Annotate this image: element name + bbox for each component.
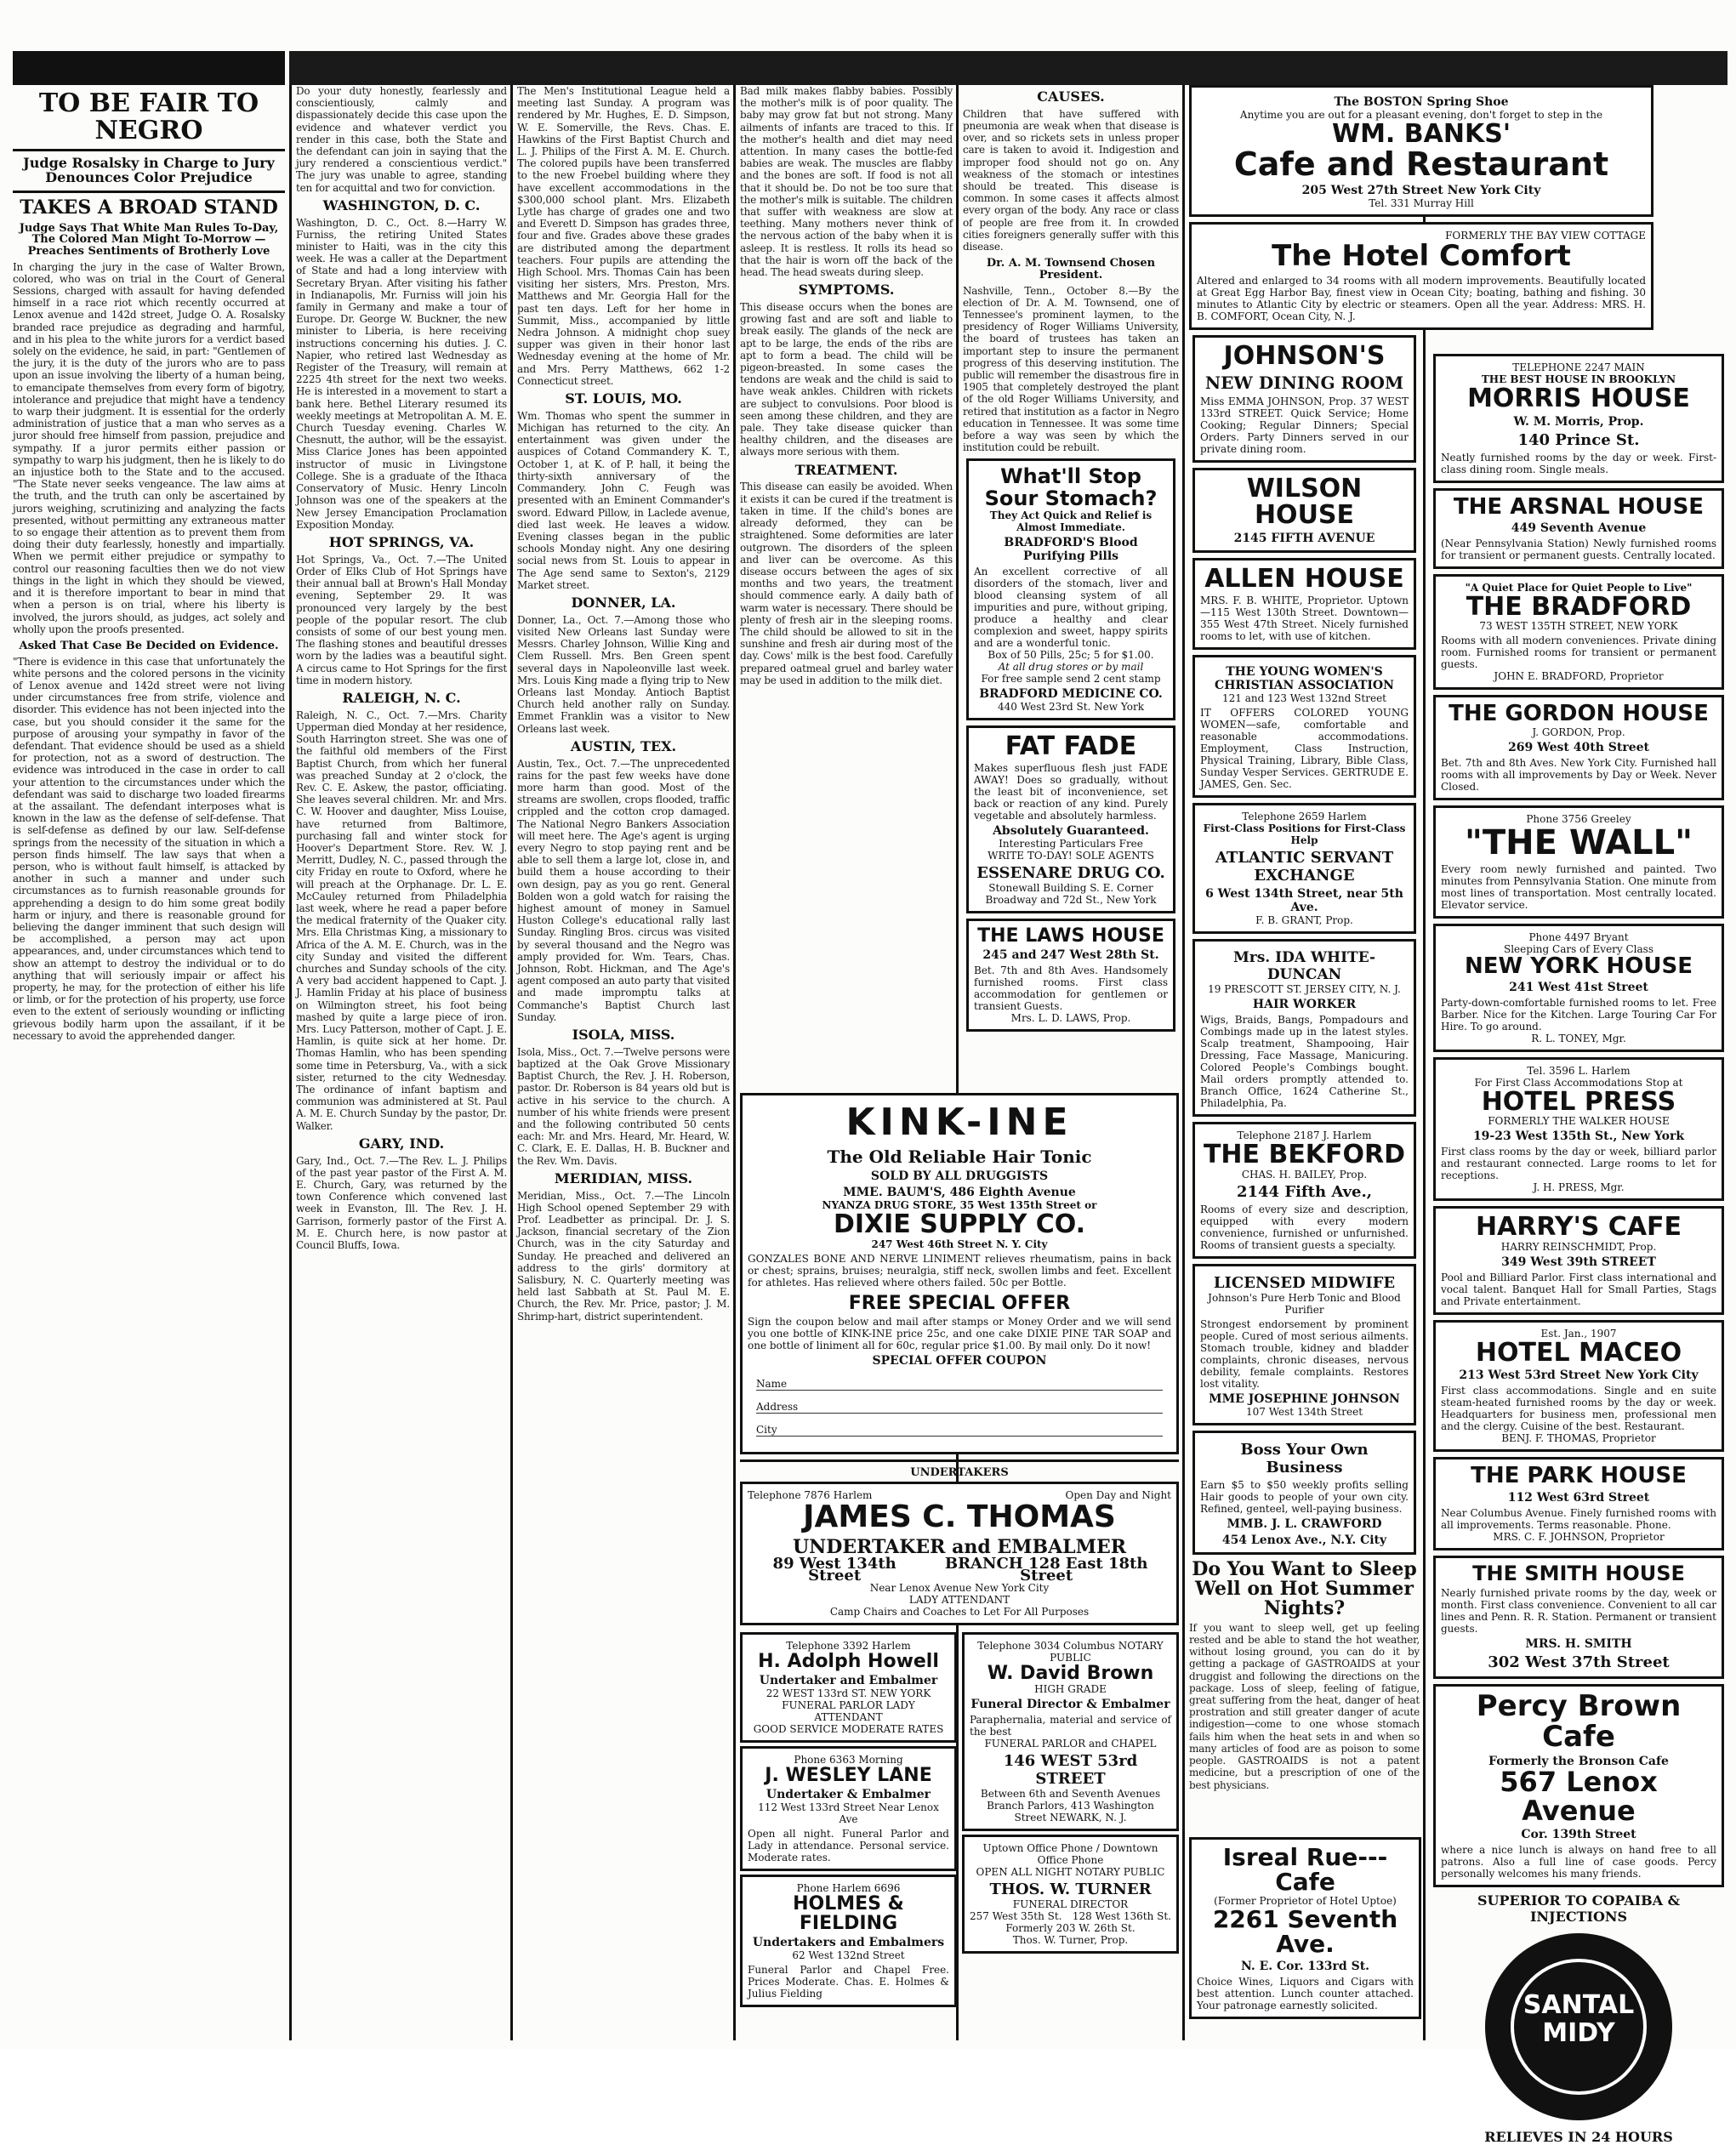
- duncan-hair-ad: Mrs. IDA WHITE-DUNCAN 19 PRESCOTT ST. JERSEY CITY, N. J. HAIR WORKER Wigs, Braids, Bangs, Pompadours and Combings made up in the latest styles. Scalp treatment, Shampooing, Hair Dressing, Face Massage, Manicuring. Colored People's Combings bought. Mail orders promptly attended to. Branch Office, 1624 Catherine St., Philadelphia, Pa.: [1192, 939, 1416, 1117]
- section-heading: CAUSES.: [1037, 88, 1105, 105]
- santal-midy-seal: [1430, 1892, 1727, 2145]
- article-text: Washington, D. C., Oct. 8.—Harry W. Furniss, the retiring United States minister to Haiti, was in the city this week. He was a caller at the Department of State and had a long interview with Secretary Bryan. After visiting his father in Indianapolis, Mr. Furniss will join his family in Germany and make a tour of Europe. Dr. George W. Buckner, the new minister to Liberia, is here receiving instructions concerning his duties. J. C. Napier, who retired last Wednesday as Register of the Treasury, will remain at 2225 4th street for the next two weeks. He is interested in a movement to start a bank here. Bethel Literary resumed its weekly meetings at Metropolitan A. M. E. Church Tuesday evening. Charles W. Chesnutt, the author, will be the essayist. Miss Clarice Jones has been appointed instructor of music in Livingstone College. She is a graduate of the Ithaca Conservatory of Music. Henry Lincoln Johnson was one of the speakers at the New Jersey Emancipation Proclamation Exposition Monday.: [296, 216, 507, 531]
- coupon-name-field[interactable]: Name: [756, 1378, 1163, 1391]
- section-heading: MERIDIAN, MISS.: [554, 1169, 693, 1186]
- column-1: [13, 85, 285, 2040]
- new-york-house-ad: Phone 4497 Bryant Sleeping Cars of Every Class NEW YORK HOUSE 241 West 41st Street Party-down-comfortable furnished rooms to let. Free Barber. Nice for the Kitchen. Large Touring Car For Hire. To go around. R. L. TONEY, Mgr.: [1433, 924, 1724, 1052]
- gastroaids-article: Do You Want to Sleep Well on Hot Summer Nights? If you want to sleep well, get up feeling rested and be able to stand the hot weather, without losing ground, you can do it by getting a package of GASTROAIDS at your druggist and following the directions on the package. Loss of sleep, feeling of fatigue, great suffering from the heat, danger of heat prostration and still greater danger of acute indigestion—come to one whose stomach fails him when the heat sets in and when so many articles of food are as poison to some people. GASTROAIDS is not a patent medicine, but a prescription of one of the best physicians.: [1189, 1557, 1420, 1791]
- article-text: Wm. Thomas who spent the summer in Michigan has returned to the city. An entertainment was given under the auspices of Cotand Commandery K. T., October 1, at K. of P. hall, it being the thirty-sixth anniversary of the Commandery. John C. Feugh was presented with an Eminent Commander's sword. Edward Pillow, in Laclede avenue, died last week. He leaves a widow. Evening classes began in the public schools Monday night. Any one desiring social news from St. Louis to appear in The Age send same to Sexton's, 2129 Market street.: [517, 409, 730, 591]
- allen-house-ad: ALLEN HOUSE MRS. F. B. WHITE, Proprietor. Uptown—115 West 130th Street. Downtown—355 West 47th Street. Nicely furnished rooms to let, with use of kitchen.: [1192, 558, 1416, 651]
- headline: TO BE FAIR TO NEGRO: [38, 88, 259, 145]
- harrys-cafe-ad: HARRY'S CAFE HARRY REINSCHMIDT, Prop. 349 West 39th STREET Pool and Billiard Parlor. First class international and vocal talent. Banquet Hall for Small Parties, Stags and Private entertainment.: [1433, 1206, 1724, 1315]
- lower-ads-block: [740, 1093, 1179, 2040]
- ywca-ad: THE YOUNG WOMEN'S CHRISTIAN ASSOCIATION 121 and 123 West 132nd Street IT OFFERS COLORED YOUNG WOMEN—safe, comfortable and reasonable accommodations. Employment, Class Instruction, Physical Training, Library, Bible Class, Sunday Vesper Services. GERTRUDE E. JAMES, Gen. Sec.: [1192, 655, 1416, 798]
- wilson-house-ad: WILSON HOUSE 2145 FIFTH AVENUE: [1192, 468, 1416, 553]
- divider: [740, 1459, 1179, 1462]
- section-heading: ISOLA, MISS.: [572, 1027, 675, 1044]
- column-rule: [733, 85, 736, 2040]
- laws-house-ad: THE LAWS HOUSE 245 and 247 West 28th St. Bet. 7th and 8th Aves. Handsomely furnished rooms. First class accommodation for gentlemen or transient Guests. Mrs. L. D. LAWS, Prop.: [966, 919, 1175, 1032]
- smith-house-ad: THE SMITH HOUSE Nearly furnished private rooms by the day, week or month. First class convenience. Convenient to all car lines and Penn. R. R. Station. Permanent or transient guests. MRS. H. SMITH 302 West 37th Street: [1433, 1556, 1724, 1679]
- article-text: This disease can easily be avoided. When it exists it can be cured if the treatment is taken in time. If the child's bones are already deformed, they can be straightened. Some deformities are later outgrown. The disorders of the spleen and liver can be overcome. As this disease occurs between the ages of six months and two years, the treatment should commence early. A daily bath of warm water is necessary. There should be plenty of fresh air in the sleeping rooms. The child should be allowed to sit in the sunshine and fresh air during most of the day. Cows' milk is the best food. Carefully prepared oatmeal gruel and barley water may be used in addition to the milk diet.: [740, 481, 953, 686]
- deck-headline: TAKES A BROAD STAND: [20, 196, 278, 219]
- article-text: "There is evidence in this case that unfortunately the white persons and the colored persons in the vicinity of Lenox avenue and 142d street were not living under circumstances free from strife, violence and disorder. This evidence has not been injected into the case, but you should consider it the same for the purpose of arousing your sympathy in favor of the defendant. That evidence should be used as a shield for protection, not as a sword of destruction. The evidence was introduced in the case in order to call your attention to the circumstances under which the defendant was said to discharge two loaded firearms at the assailant. The defendant interposes what is known in the law as the defense of self-defense. That is self-defense as defined by our law. Self-defense springs from the necessity of the situation in which a person finds himself. The law says that when a person, who is without fault himself, is attacked by another in such a manner and under such circumstances as to furnish reasonable grounds for apprehending a design to do him some great bodily harm or injury, and there is reasonable ground for believing the danger imminent that such design will be accomplished, a person may act upon appearances, and, under circumstances which tend to show an attempt to destroy the individual or to do anything that will seriously impair or affect his property, he may, for the protection of either his life or limb, or for the protection of his property, use force even to the extent of seriously wounding or inflicting grievous bodily harm upon the assailant, if it be necessary to avoid the apprehended danger.: [13, 655, 285, 1042]
- masthead-bar: [13, 51, 285, 85]
- article-text: Bad milk makes flabby babies. Possibly the mother's milk is of poor quality. The baby may grow fat but not strong. Many ailments of infants are traced to this. If the mother's health and diet may need attention. In many cases the bottle-fed babies are weak. The muscles are flabby and the bones are soft. If food is not all that it should be. Do not be too sure that the mother's milk is suitable. The children that suffer with weakness are slow at teething. Many mothers never think of the nervous action of the baby when it is asleep. It is restless. It rolls its head so that the hair is worn off the back of the head. The head sweats during sleep.: [740, 85, 953, 279]
- lane-undertaker-ad: Phone 6363 Morning J. WESLEY LANE Undertaker & Embalmer 112 West 133rd Street Near Lenox Ave Open all night. Funeral Parlor and Lady in attendance. Personal service. Moderate rates.: [740, 1746, 957, 1871]
- ads-column-2: [1430, 349, 1727, 2145]
- article-text: Do your duty honestly, fearlessly and conscientiously, calmly and dispassionately decide this case upon the evidence and whatever verdict you render in this case, both the State and the defendant can join in saying that the jury rendered a conscientious verdict." The jury was unable to agree, standing ten for acquittal and two for conviction.: [296, 85, 507, 194]
- column-3: [517, 85, 730, 2040]
- gordon-house-ad: THE GORDON HOUSE J. GORDON, Prop. 269 West 40th Street Bet. 7th and 8th Aves. New York City. Furnished hall rooms with all improvements by Day or Week. Never Closed.: [1433, 695, 1724, 799]
- hotel-press-ad: Tel. 3596 L. Harlem For First Class Accommodations Stop at HOTEL PRESS FORMERLY THE WALKER HOUSE 19-23 West 135th St., New York First class rooms by the day or week, billiard parlor and restaurant connected. Large rooms to let for receptions. J. H. PRESS, Mgr.: [1433, 1057, 1724, 1202]
- article-text: Austin, Tex., Oct. 7.—The unprecedented rains for the past few weeks have done more harm than good. Most of the streams are swollen, crops flooded, traffic crippled and the cotton crop damaged. The National Negro Bankers Association will meet here. The Age's agent is urging every Negro to stop paying rent and be able to sell them a large lot, close in, and build them a house according to their own design, pay as you go rent. General Bolden won a gold watch for raising the highest amount of money in Samuel Huston College's educational rally last Sunday. Ringling Bros. circus was visited by several thousand and the Negro was amply provided for. Wm. Tears, Chas. Johnson, Robt. Hickman, and The Age's agent composed an auto party that visited and made impromptu talks at Commanche's Baptist Church last Sunday.: [517, 757, 730, 1023]
- banks-cafe-ad: The BOSTON Spring Shoe Anytime you are out for a pleasant evening, don't forget to step in the WM. BANKS' Cafe and Restaurant 205 West 27th Street New York City Tel. 331 Murray Hill: [1189, 85, 1653, 217]
- atlantic-servant-ad: Telephone 2659 Harlem First-Class Positions for First-Class Help ATLANTIC SERVANT EXCHANGE 6 West 134th Street, near 5th Ave. F. B. GRANT, Prop.: [1192, 803, 1416, 934]
- seal-logo: SANTAL MIDY: [1485, 1933, 1672, 2120]
- rue-cafe-ad: Isreal Rue---Cafe (Former Proprietor of Hotel Uptoe) 2261 Seventh Ave. N. E. Cor. 133rd St. Choice Wines, Liquors and Cigars with best attention. Lunch counter attached. Your patronage earnestly solicited.: [1189, 1837, 1421, 2019]
- seal-ring-bottom: RELIEVES IN 24 HOURS: [1484, 2129, 1673, 2145]
- article-text: Raleigh, N. C., Oct. 7.—Mrs. Charity Upperman died Monday at her residence, South Harrington street. She was one of the faithful old members of the First Baptist Church, from which her funeral was preached Sunday at 2 o'clock, the Rev. C. E. Askew, the pastor, officiating. She leaves several children. Mr. and Mrs. C. W. Hoover and daughter, Miss Louise, have returned from Baltimore, purchasing fall and winter stock for Hoover's Department Store. Rev. W. J. Merritt, Dudley, N. C., passed through the city Friday en route to Oxford, where he will preach at the Orphanage. Dr. L. E. McCauley returned from Philadelphia last week, where he read a paper before the medical fraternity of the Quaker city. Mrs. Ella Christmas King, a missionary to Africa of the A. M. E. Church, was in the city Sunday and visited the different churches and Sunday schools of the city. A very bad accident happened to Capt. J. J. Hamlin Friday at his place of business on Wilmington street, his foot being mashed by quite a large piece of iron. Mrs. Lucy Patterson, mother of Capt. J. E. Hamlin, is quite sick at her home. Dr. Thomas Hamlin, who has been spending some time in Petersburg, Va., with a sick sister, returned to the city Wednesday. The ordinance of infant baptism and communion was administered at St. Paul A. M. E. Church Sunday by the pastor, Dr. Walker.: [296, 708, 507, 1132]
- deck-headline: Judge Says That White Man Rules To-Day, The Colored Man Might To-Morrow — Preaches Sentiments of Brotherly Love: [19, 221, 279, 258]
- top-banner-bar: [289, 51, 1727, 85]
- deck-headline: Judge Rosalsky in Charge to Jury Denounces Color Prejudice: [23, 155, 275, 185]
- midwife-ad: LICENSED MIDWIFE Johnson's Pure Herb Tonic and Blood Purifier Strongest endorsement by prominent people. Cured of most serious ailments. Stomach trouble, kidney and bladder complaints, chronic diseases, nervous debility, female complaints. Restores lost vitality. MME JOSEPHINE JOHNSON 107 West 134th Street: [1192, 1264, 1416, 1425]
- article-text: Meridian, Miss., Oct. 7.—The Lincoln High School opened September 29 with Prof. Leadbetter as principal. Dr. J. S. Jackson, financial secretary of the Zion Church, was in the city Saturday and Sunday. He preached and delivered an address to the girls' dormitory at Salisbury, N. C. Quarterly meeting was held last Sabbath at St. Paul M. E. Church, the Rev. Mr. Price, pastor; J. M. Shrimp-hart, district superintendent.: [517, 1189, 730, 1323]
- undertakers-label: UNDERTAKERS: [910, 1465, 1009, 1479]
- thomas-undertaker-ad: Telephone 7876 Harlem Open Day and Night JAMES C. THOMAS UNDERTAKER and EMBALMER 89 West 134th Street BRANCH 128 East 18th Street Near Lenox Avenue New York City LADY ATTENDANT Camp Chairs and Coaches to Let For All Purposes: [740, 1482, 1179, 1625]
- column-rule: [1423, 85, 1426, 2040]
- bradford-pills-ad: What'll Stop Sour Stomach? They Act Quick and Relief is Almost Immediate. BRADFORD'S Blood Purifying Pills An excellent corrective of all disorders of the stomach, liver and blood cleansing system of all impurities and pure, without griping, produce a healthy and clear complexion and sweet, happy spirits and are a wonderful tonic. Box of 50 Pills, 25c; 5 for $1.00. At all drug stores or by mail For free sample send 2 cent stamp BRADFORD MEDICINE CO. 440 West 23rd St. New York: [966, 458, 1175, 720]
- percy-brown-cafe-ad: Percy Brown Cafe Formerly the Bronson Cafe 567 Lenox Avenue Cor. 139th Street where a nice lunch is always on hand free to all patrons. Also a full line of case goods. Percy personally welcomes his many friends.: [1433, 1684, 1724, 1888]
- article-text: The Men's Institutional League held a meeting last Sunday. A program was rendered by Mr. Hughes, E. D. Simpson, W. E. Somerville, the Revs. Chas. E. Hawkins of the First Baptist Church and L. J. Philips of the First A. M. E. Church. The colored pupils have been transferred to the new Froebel building where they have excellent accommodations in the $300,000 school plant. Mrs. Elizabeth Lytle has charge of grades one and two and Everett D. Simpson has grades three, four and five. Grades above these grades are distributed among the department teachers. Four pupils are attending the High School. Mrs. Thomas Cain has been visiting her sisters, Mrs. Preston, Mrs. Matthews and Mr. Georgia Hall for the past ten days. Left for her home in Summit, Miss., accompanied by little Nedra Johnson. A midnight chop suey supper was given in their honor last Wednesday evening at the home of Mr. and Mrs. Perry Matthews, 662 1-2 Connecticut street.: [517, 85, 730, 387]
- turner-undertaker-ad: Uptown Office Phone / Downtown Office Phone OPEN ALL NIGHT NOTARY PUBLIC THOS. W. TURNER FUNERAL DIRECTOR 257 West 35th St. 128 West 136th St. Formerly 203 W. 26th St. Thos. W. Turner, Prop.: [962, 1835, 1179, 1954]
- fat-fade-ad: FAT FADE Makes superfluous flesh just FADE AWAY! Does so gradually, without the least bit of inconvenience, set back or reaction of any kind. Purely vegetable and absolutely harmless. Absolutely Guaranteed. Interesting Particulars Free WRITE TO-DAY! SOLE AGENTS ESSENARE DRUG CO. Stonewall Building S. E. Corner Broadway and 72d St., New York: [966, 725, 1175, 914]
- column-4: [740, 85, 953, 1088]
- section-heading: ST. LOUIS, MO.: [565, 390, 682, 407]
- divider: [13, 149, 285, 151]
- subheading: Asked That Case Be Decided on Evidence.: [19, 639, 279, 652]
- article-text: Gary, Ind., Oct. 7.—The Rev. L. J. Philips of the past year pastor of the First A. M. E. Church, Gary, was returned by the town Conference which convened last week in Evanston, Ill. The Rev. J. H. Garrison, formerly pastor of the First A. M. E. Church here, is now pastor at Council Bluffs, Iowa.: [296, 1154, 507, 1252]
- section-heading: TREATMENT.: [794, 461, 898, 478]
- article-text: Isola, Miss., Oct. 7.—Twelve persons were baptized at the Oak Grove Missionary Baptist Church, the Rev. J. H. Roberson, pastor. Dr. Roberson is 84 years old but is active in his service to the church. A number of his white friends were present and the following contributed 50 cents each: Mr. and Mrs. Heard, Mr. Heard, W. C. Clark, E. E. Dallas, H. B. Buckner and the Rev. Wm. Davis.: [517, 1045, 730, 1167]
- section-heading: HOT SPRINGS, VA.: [328, 533, 475, 550]
- park-house-ad: THE PARK HOUSE 112 West 63rd Street Near Columbus Avenue. Finely furnished rooms with all improvements. Terms reasonable. Phone. MRS. C. F. JOHNSON, Proprietor: [1433, 1457, 1724, 1550]
- column-5: [963, 85, 1179, 1088]
- bekford-ad: Telephone 2187 J. Harlem THE BEKFORD CHAS. H. BAILEY, Prop. 2144 Fifth Ave., Rooms of every size and description, equipped with every modern convenience, furnished or unfurnished. Rooms of transient guests a specialty.: [1192, 1122, 1416, 1259]
- section-heading: SYMPTOMS.: [798, 282, 895, 299]
- hotel-comfort-ad: FORMERLY THE BAY VIEW COTTAGE The Hotel Comfort Altered and enlarged to 34 rooms with all modern improvements. Beautifully located at Great Egg Harbor Bay, finest view in Ocean City; boating, bathing and fishing. 30 minutes to Atlantic City by electric or steamers. Open all the year. Address: MRS. H. B. COMFORT, Ocean City, N. J.: [1189, 222, 1653, 330]
- section-heading: WASHINGTON, D. C.: [322, 196, 481, 213]
- section-heading: Dr. A. M. Townsend Chosen President.: [986, 257, 1156, 282]
- boss-business-ad: Boss Your Own Business Earn $5 to $50 weekly profits selling Hair goods to people of your own city. Refined, genteel, well-paying business. MMB. J. L. CRAWFORD 454 Lenox Ave., N.Y. City: [1192, 1431, 1416, 1555]
- article-text: Children that have suffered with pneumonia are weak when that disease is over, and so rickets sets in unless proper care is taken to avoid it. Indigestion and improper food should not go on. Any weakness of the stomach or intestines should be treated. This disease is common. In some cases it affects almost every organ of the body. Any race or class of people are free from it. In crowded cities foreigners generally suffer with this disease.: [963, 107, 1179, 253]
- article-text: This disease occurs when the bones are growing fast and are soft and liable to break easily. The glands of the neck are apt to be large, the ends of the ribs are apt to form a bead. The child will be pigeon-breasted. In some cases the tendons are weak and the child is said to have weak ankles. Children with rickets are subject to convulsions. Poor blood is seen among these children, and they are pale. They take disease quicker than healthy children, and the diseases are always more serious with them.: [740, 301, 953, 458]
- article-text: Nashville, Tenn., October 8.—By the election of Dr. A. M. Townsend, one of Tennessee's prominent laymen, to the presidency of Roger Williams University, the board of trustees has taken an important step to insure the permanent progress of this deserving institution. The public will remember the disastrous fire in 1905 that completely destroyed the plant of the old Roger Williams University, and retired that institution as a factor in Negro education in Tennessee. It was some time before a way was seen by which the institution could be rebuilt.: [963, 284, 1179, 454]
- holmes-fielding-ad: Phone Harlem 6696 HOLMES & FIELDING Undertakers and Embalmers 62 West 132nd Street Funeral Parlor and Chapel Free. Prices Moderate. Chas. E. Holmes & Julius Fielding: [740, 1875, 957, 2007]
- article-text: In charging the jury in the case of Walter Brown, colored, who was on trial in the Court of General Sessions, charged with assault for having defended himself in a race riot which recently occurred at Lenox avenue and 142d street, Judge O. A. Rosalsky branded race prejudice as degrading and harmful, and in his plea to the white jurors for a verdict based solely on the evidence, he said, in part: "Gentlemen of the jury, it is the duty of the jurors who are to pass upon an issue involving the liberty of a human being, to emancipate themselves from every form of bigotry, intolerance and prejudice that might have a tendency to warp their judgment. It is essential for the orderly administration of justice that a man who serves as a juror should free himself from passion, prejudice and sympathy. If a juror permits either passion or sympathy to warp his judgment, then he is likely to do an injustice both to the State and to the accused. "The State never seeks vengeance. The law aims at the truth, and the truth can only be ascertained by jurors weighing, scrutinizing and analyzing the facts presented, without permitting any extraneous matter to so engage their attention as to prevent them from doing their duty fearlessly, honestly and impartially. When we permit either prejudice or sympathy to control our reasoning faculties then we do not view things in the light in which they should be viewed, and it is therefore important to bear in mind that when a person is on trial, where his liberty is involved, the jurors should, as judges, act solely and wholly upon the proofs presented.: [13, 260, 285, 635]
- column-rule: [510, 85, 513, 2040]
- brown-undertaker-ad: Telephone 3034 Columbus NOTARY PUBLIC W. David Brown HIGH GRADE Funeral Director & Embalmer Paraphernalia, material and service of the best FUNERAL PARLOR and CHAPEL 146 WEST 53rd STREET Between 6th and Seventh Avenues Branch Parlors, 413 Washington Street NEWARK, N. J.: [962, 1632, 1179, 1831]
- howell-undertaker-ad: Telephone 3392 Harlem H. Adolph Howell Undertaker and Embalmer 22 WEST 133rd ST. NEW YORK FUNERAL PARLOR LADY ATTENDANT GOOD SERVICE MODERATE RATES: [740, 1632, 957, 1743]
- arsnal-house-ad: THE ARSNAL HOUSE 449 Seventh Avenue (Near Pennsylvania Station) Newly furnished rooms for transient or permanent guests. Centrally located.: [1433, 488, 1724, 569]
- column-rule: [289, 85, 292, 2040]
- seal-ring-top: SUPERIOR TO COPAIBA & INJECTIONS: [1477, 1892, 1681, 1926]
- column-2: [296, 85, 507, 2040]
- morris-house-ad: TELEPHONE 2247 MAIN THE BEST HOUSE IN BROOKLYN MORRIS HOUSE W. M. Morris, Prop. 140 Prince St. Neatly furnished rooms by the day or week. First-class dining room. Single meals.: [1433, 354, 1724, 483]
- section-heading: RALEIGH, N. C.: [342, 689, 461, 706]
- kink-ine-ad: KINK-INE The Old Reliable Hair Tonic SOLD BY ALL DRUGGISTS MME. BAUM'S, 486 Eighth Avenue NYANZA DRUG STORE, 35 West 135th Street or DIXIE SUPPLY CO. 247 West 46th Street N. Y. City GONZALES BONE AND NERVE LINIMENT relieves rheumatism, pains in back or chest; sprains, bruises; neuralgia, stiff neck, swollen limbs and feet. Excellent for athletes. Has relieved where others failed. 50c per Bottle. FREE SPECIAL OFFER Sign the coupon below and mail after stamps or Money Order and we will send you one bottle of KINK-INE price 25c, and one cake DIXIE PINE TAR SOAP and one bottle of liniment all for 60c, regular price $1.00. By mail only. Do it now! SPECIAL OFFER COUPON Name Address City: [740, 1093, 1179, 1454]
- column-rule: [1182, 85, 1185, 2040]
- divider: [13, 191, 285, 193]
- section-heading: DONNER, LA.: [571, 594, 676, 611]
- the-wall-ad: Phone 3756 Greeley "THE WALL" Every room newly furnished and painted. Two minutes from Pennsylvania Station. One minute from most lines of transportation. Most centrally located. Elevator service.: [1433, 805, 1724, 919]
- article-text: Hot Springs, Va., Oct. 7.—The United Order of Elks Club of Hot Springs have their annual ball at Brown's Hall Monday evening, September 29. It was pronounced very largely by the best people of the popular resort. The club consists of some of our best young men. The flashing stones and beautiful dresses worn by the ladies was a beautiful sight. A circus came to Hot Springs for the first time in modern history.: [296, 553, 507, 686]
- johnson-dining-ad: JOHNSON'S NEW DINING ROOM Miss EMMA JOHNSON, Prop. 37 WEST 133rd STREET. Quick Service; Home Cooking; Regular Dinners; Special Orders. Party Dinners served in our private dining room.: [1192, 335, 1416, 463]
- hotel-maceo-ad: Est. Jan., 1907 HOTEL MACEO 213 West 53rd Street New York City First class accommodations. Single and en suite steam-heated furnished rooms by the day or week. Headquarters for business men, professional men and the clergy. Cuisine of the best. Restaurant. BENJ. F. THOMAS, Proprietor: [1433, 1320, 1724, 1453]
- section-heading: AUSTIN, TEX.: [570, 737, 677, 754]
- coupon-address-field[interactable]: Address: [756, 1401, 1163, 1414]
- article-text: Donner, La., Oct. 7.—Among those who visited New Orleans last Sunday were Messrs. Charley Johnson, Willie King and Clem Russell. Mrs. Ben Green spent several days in Napoleonville last week. Mrs. Louis King made a flying trip to New Orleans last Monday. Antioch Baptist Church held another rally on Sunday. Emmet Franklin was a visitor to New Orleans last week.: [517, 613, 730, 735]
- section-heading: GARY, IND.: [358, 1135, 445, 1152]
- bradford-house-ad: "A Quiet Place for Quiet People to Live" THE BRADFORD 73 WEST 135TH STREET, NEW YORK Rooms with all modern conveniences. Private dining room. Furnished rooms for transient or permanent guests. JOHN E. BRADFORD, Proprietor: [1433, 574, 1724, 691]
- coupon-city-field[interactable]: City: [756, 1424, 1163, 1437]
